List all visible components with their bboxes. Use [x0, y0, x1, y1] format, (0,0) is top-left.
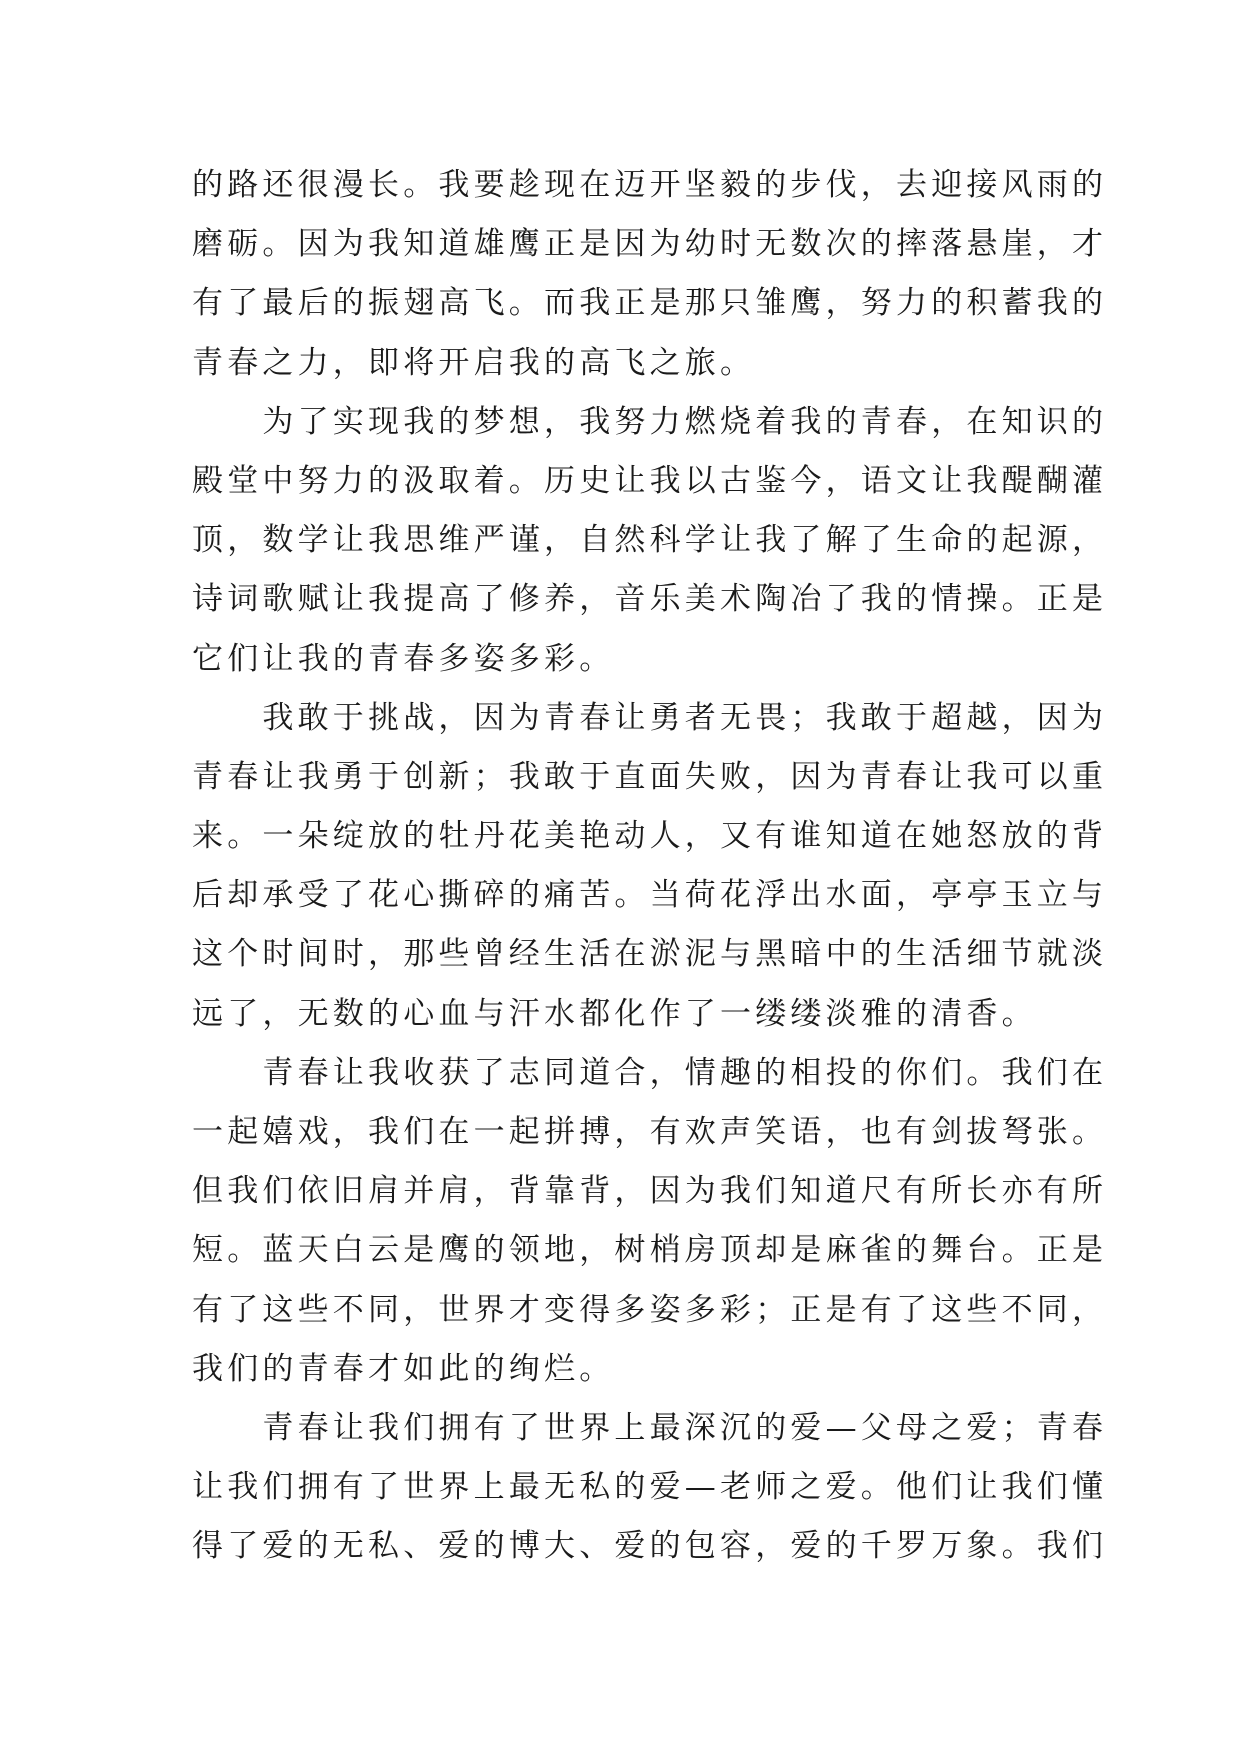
paragraph-1 [192, 156, 1108, 393]
text-line: 顶，数学让我思维严谨，自然科学让我了解了生命的起源， [192, 522, 1108, 559]
text-line: 这个时间时，那些曾经生活在淤泥与黑暗中的生活细节就淡 [192, 936, 1108, 973]
text-line: 有了这些不同，世界才变得多姿多彩；正是有了这些不同， [192, 1291, 1108, 1328]
text-line: 让我们拥有了世界上最无私的爱—老师之爱。他们让我们懂 [192, 1469, 1108, 1506]
text-line: 来。一朵绽放的牡丹花美艳动人，又有谁知道在她怒放的背 [192, 818, 1108, 855]
text-line: 青春让我们拥有了世界上最深沉的爱—父母之爱；青春 [192, 1409, 1108, 1446]
text-line: 我敢于挑战，因为青春让勇者无畏；我敢于超越，因为 [192, 699, 1108, 736]
text-line: 青春让我勇于创新；我敢于直面失败，因为青春让我可以重 [192, 758, 1108, 795]
text-line: 殿堂中努力的汲取着。历史让我以古鉴今，语文让我醍醐灌 [192, 462, 1108, 499]
text-line: 的路还很漫长。我要趁现在迈开坚毅的步伐，去迎接风雨的 [192, 167, 1108, 203]
text-line: 远了，无数的心血与汗水都化作了一缕缕淡雅的清香。 [192, 995, 1037, 1032]
paragraph-4 [192, 1044, 1108, 1399]
text-line: 我们的青春才如此的绚烂。 [192, 1350, 615, 1387]
text-line: 但我们依旧肩并肩，背靠背，因为我们知道尺有所长亦有所 [192, 1173, 1108, 1210]
text-line: 磨砺。因为我知道雄鹰正是因为幼时无数次的摔落悬崖，才 [192, 226, 1108, 263]
paragraph-5 [192, 1399, 1108, 1577]
text-line: 后却承受了花心撕碎的痛苦。当荷花浮出水面，亭亭玉立与 [192, 877, 1108, 914]
text-line: 为了实现我的梦想，我努力燃烧着我的青春，在知识的 [192, 403, 1108, 440]
text-line: 一起嬉戏，我们在一起拼搏，有欢声笑语，也有剑拔弩张。 [192, 1114, 1108, 1150]
paragraph-3 [192, 689, 1108, 1044]
text-line: 得了爱的无私、爱的博大、爱的包容，爱的千罗万象。我们 [192, 1528, 1108, 1565]
text-line: 青春之力，即将开启我的高飞之旅。 [192, 344, 756, 381]
text-line: 诗词歌赋让我提高了修养，音乐美术陶冶了我的情操。正是 [192, 581, 1108, 618]
text-line: 短。蓝天白云是鹰的领地，树梢房顶却是麻雀的舞台。正是 [192, 1232, 1108, 1269]
text-line: 它们让我的青春多姿多彩。 [192, 640, 615, 677]
text-line: 有了最后的振翅高飞。而我正是那只雏鹰，努力的积蓄我的 [192, 285, 1108, 322]
essay-body [192, 156, 1108, 1577]
paragraph-2 [192, 393, 1108, 689]
text-line: 青春让我收获了志同道合，情趣的相投的你们。我们在 [192, 1054, 1108, 1091]
